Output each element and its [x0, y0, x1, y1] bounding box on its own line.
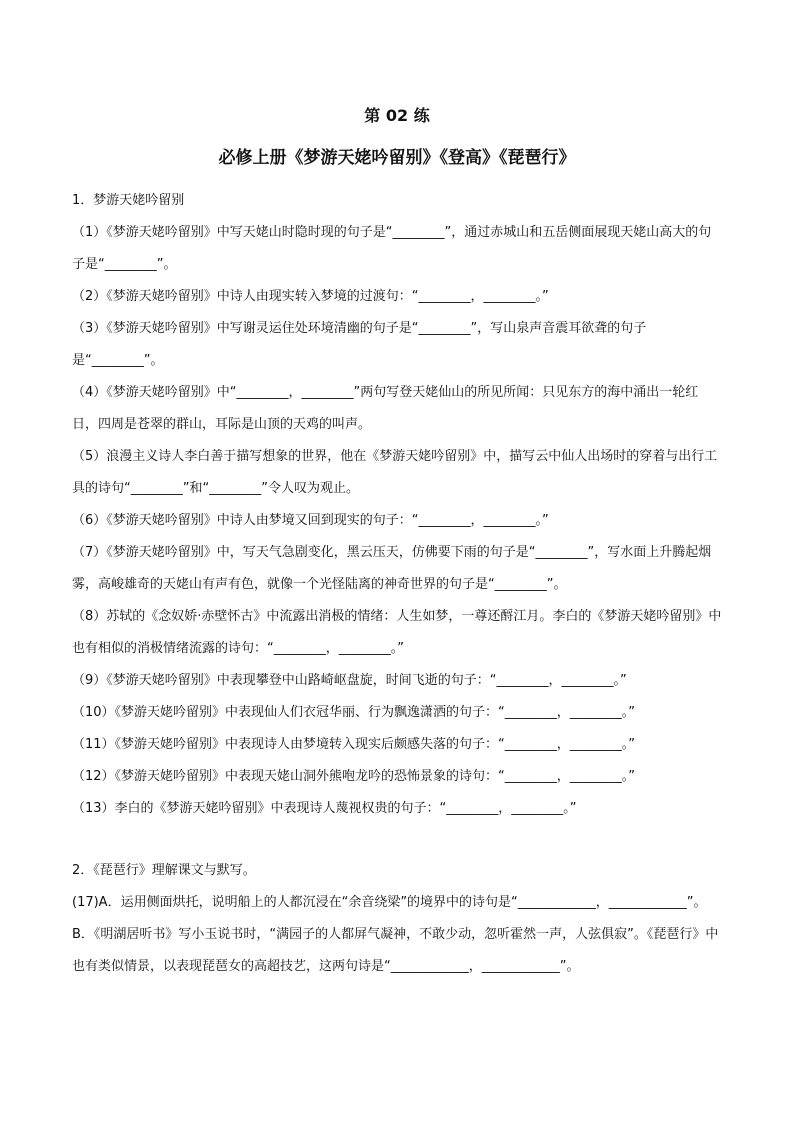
question-1-10: （10）《梦游天姥吟留别》中表现仙人们衣冠华丽、行为飘逸潇洒的句子：“________，________。”: [72, 705, 636, 720]
question-1-2: （2）《梦游天姥吟留别》中诗人由现实转入梦境的过渡句：“________，________。”: [72, 289, 549, 304]
question-1-3: （3）《梦游天姥吟留别》中写谢灵运住处环境清幽的句子是“________”，写山泉声音震耳欲聋的句子是“________”。: [72, 321, 647, 368]
question-2-a: (17)A．运用侧面烘托，说明船上的人都沉浸在“余音绕梁”的境界中的诗句是“____________，____________”。: [72, 895, 707, 910]
content-body: [72, 185, 724, 983]
section-spacer: [72, 825, 724, 855]
page-subtitle: 必修上册《梦游天姥吟留别》《登高》《琵琶行》: [218, 148, 576, 168]
section-2-heading: 2．《琵琶行》理解课文与默写。: [72, 863, 256, 878]
question-1-11: （11）《梦游天姥吟留别》中表现诗人由梦境转入现实后颇感失落的句子：“________，________。”: [72, 737, 636, 752]
question-1-7: （7）《梦游天姥吟留别》中，写天气急剧变化，黑云压天，仿佛要下雨的句子是“________”，写水面上升腾起烟雾，高峻雄奇的天姥山有声有色，就像一个光怪陆离的神奇世界的句子是“________”。: [72, 545, 712, 592]
section-1-heading: 1．梦游天姥吟留别: [72, 193, 185, 208]
question-2-b: B．《明湖居听书》写小玉说书时，“满园子的人都屏气凝神，不敢少动，忽听霍然一声，人弦俱寂”。《琵琶行》中也有类似情景，以表现琵琶女的高超技艺，这两句诗是“____________，____________”。: [72, 927, 719, 974]
question-1-1: （1）《梦游天姥吟留别》中写天姥山时隐时现的句子是“________”，通过赤城山和五岳侧面展现天姥山高大的句子是“________”。: [72, 225, 712, 272]
question-1-12: （12）《梦游天姥吟留别》中表现天姥山洞外熊咆龙吟的恐怖景象的诗句：“________，________。”: [72, 769, 636, 784]
question-1-9: （9）《梦游天姥吟留别》中表现攀登中山路崎岖盘旋，时间飞逝的句子：“________，________。”: [72, 673, 627, 688]
question-1-5: （5）浪漫主义诗人李白善于描写想象的世界，他在《梦游天姥吟留别》中，描写云中仙人出场时的穿着与出行工具的诗句“________”和“________”令人叹为观止。: [72, 449, 718, 496]
page-title: 第 02 练: [364, 106, 430, 125]
question-1-4: （4）《梦游天姥吟留别》中“________，________”两句写登天姥仙山的所见所闻：只见东方的海中涌出一轮红日，四周是苍翠的群山，耳际是山顶的天鸡的叫声。: [72, 385, 699, 432]
question-1-8: （8）苏轼的《念奴娇·赤壁怀古》中流露出消极的情绪：人生如梦，一尊还酹江月。李白的《梦游天姥吟留别》中也有相似的消极情绪流露的诗句：“________，________。”: [72, 609, 722, 656]
question-1-13: （13）李白的《梦游天姥吟留别》中表现诗人蔑视权贵的句子：“________，________。”: [72, 801, 577, 816]
question-1-6: （6）《梦游天姥吟留别》中诗人由梦境又回到现实的句子：“________，________。”: [72, 513, 549, 528]
